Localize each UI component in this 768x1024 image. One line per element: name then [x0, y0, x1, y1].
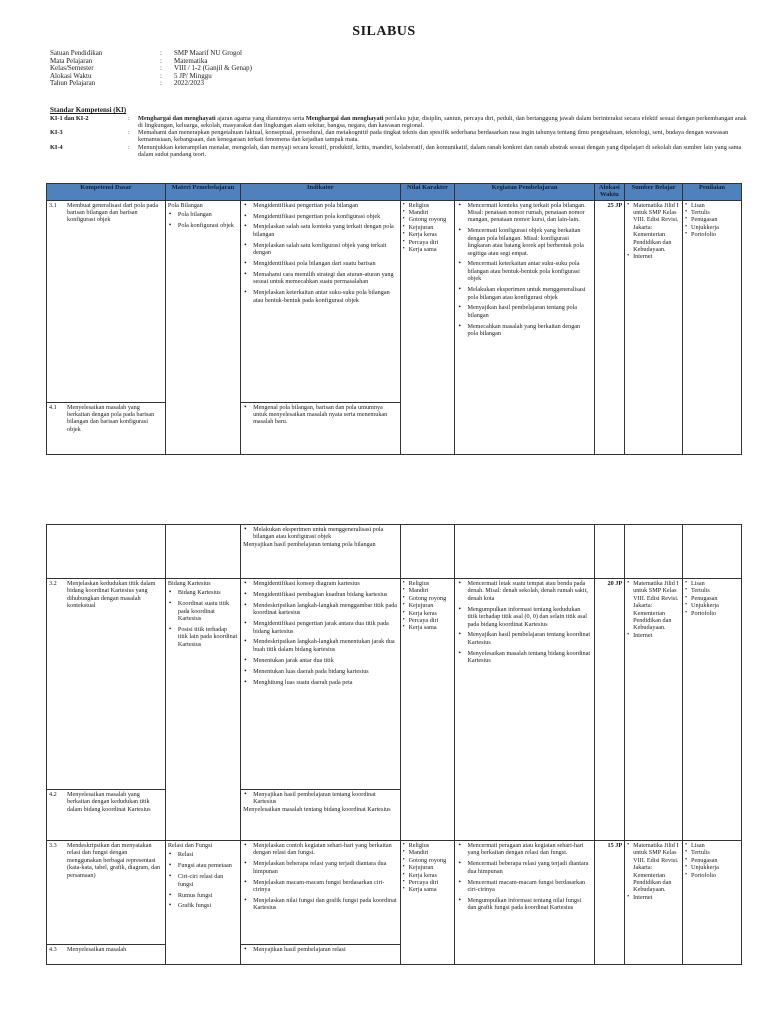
list-item: • Kejujuran [403, 864, 453, 871]
ki-part: ajaran agama yang dianutnya serta [215, 114, 306, 122]
meta-label: Satuan Pendidikan [50, 49, 103, 57]
list-item: • Kerja keras [403, 610, 453, 617]
header-sumber: Sumber Belajar [625, 184, 683, 201]
list-item: • Menentukan luas daerah pada bidang kartesius [243, 668, 398, 675]
list-item: • Mengidentifikasi pengertian pola bilangan [243, 202, 398, 209]
nilai-cell [400, 200, 455, 454]
list-item: • Grafik fungsi [168, 902, 238, 909]
header-materi: Materi Pemebelajaran [165, 184, 240, 201]
list-item: • Mendeskripsikan langkah-langkah menggambar titik pada koordinat kartesius [243, 602, 398, 617]
kd-cell [47, 525, 166, 579]
list-item: • Gotong royong [403, 595, 453, 602]
list-item: • Menjelaskan beberapa relasi yang terjadi diantara dua himpunan [243, 860, 398, 875]
meta-label: Alokasi Waktu [50, 71, 92, 80]
list-item: • Menyajikan hasil pembelajaran tentang koordinat Kartesius [243, 791, 398, 806]
ki-text: Memahami dan menerapkan pengetahuan faktual, konseptual, prosedural, dan metakognitif pada tingkat teknis dan spesifik sederhana berdasarkan rasa ingin tahunya tentang ilmu pengetahuan, teknologi, seni, budaya dengan wawasan kemanusiaan, kebangsaan, dan kenegaraan terkait fenomena dan kejadian tampak mata. [138, 129, 729, 143]
materi-cell [165, 579, 240, 841]
list-item: • Portofolio [685, 610, 739, 617]
table-header-row [47, 184, 742, 201]
meta-value: 2022/2023 [174, 79, 204, 87]
alokasi-cell: 15 JP [594, 841, 624, 965]
indikator-cell [241, 200, 401, 402]
indikator-cell [241, 841, 401, 945]
header-nilai: Nilai Karakter [400, 184, 455, 201]
kd-cell [47, 790, 166, 841]
indikator-cell [241, 579, 401, 790]
list-item: • Fungsi atau pemetaan [168, 862, 238, 869]
list-item: • Mencermati macam-macam fungsi berdasarkan ciri-cirinya [457, 879, 591, 894]
list-item: • Mengumpulkan informasi tentang kedudukan titik terhadap titik asal (0, 0) dan selain titik asal pada bidang koordinat Kartesius [457, 606, 591, 628]
header-alokasi: Alokasi Waktu [594, 184, 624, 201]
list-item: • Kejujuran [403, 602, 453, 609]
kegiatan-cell [455, 841, 594, 965]
list-item: • Mencermati konteks yang terkait pola bilangan. Misal: penataan nomor rumah, penataan nomor ruangan, penataan nomor kursi, dan lain-lain. [457, 202, 591, 224]
list-item: • Penugasan [685, 216, 739, 223]
materi-title: Pola Bilangan [167, 201, 203, 209]
list-item: • Mengumpulkan informasi tentang nilai fungsi dan grafik fungsi pada koordinat Kartesius [457, 897, 591, 912]
alokasi-cell: 25 JP [594, 200, 624, 454]
ki-bold: Menghargai dan menghayati [138, 114, 216, 122]
list-item: • Menyajikan hasil pembelajaran tentang koordinat Kartesius [457, 631, 591, 646]
list-item: • Menyajikan hasil pembelajaran tentang pola bilangan [457, 304, 591, 319]
list-item: • Portofolio [685, 231, 739, 238]
list-item: • Mencermati keterkaitan antar suku-suku pola bilangan atau bentuk-bentuk pola konfigurasi objek [457, 260, 591, 282]
sumber-cell [625, 841, 683, 965]
meta-label: Mata Pelajaran [50, 56, 93, 65]
list-item: • Matematika Jilid I untuk SMP Kelas VIII. Edisi Revisi. Jakarta: Kementerian Pendidikan dan Kebudayaan. [627, 202, 680, 254]
list-item: • Mengenal pola bilangan, barisan dan pola umumnya untuk menyelesaikan masalah nyata serta menemukan masalah baru. [243, 404, 398, 426]
penilaian-cell [683, 525, 742, 579]
list-item: • Mencermati konfigurasi objek yang berkaitan dengan pola bilangan. Misal: konfigurasi lingkaran atau batang korek api berbentuk pola segitiga atau segi empat. [457, 227, 591, 257]
list-item: • Portofolio [685, 872, 739, 879]
document-page-2 [0, 520, 768, 1024]
indikator-cell [241, 945, 401, 965]
list-item: • Matematika Jilid I untuk SMP Kelas VIII. Edisi Revisi. Jakarta: Kementerian Pendidikan dan Kebudayaan. [627, 842, 680, 894]
kd-text: Menyelesaikan masalah yang berkaitan dengan kedudukan titik dalam bidang koordinat Kartesius [67, 791, 151, 813]
list-item: • Kejujuran [403, 224, 453, 231]
list-item: • Relasi [168, 851, 238, 858]
list-item: • Mencermati beberapa relasi yang terjadi diantara dua himpunan [457, 860, 591, 875]
penilaian-cell [683, 200, 742, 454]
list-item: • Percaya diri [403, 617, 453, 624]
header-kd: Kompetensi Dasar [47, 184, 166, 201]
ki-bold: Menghargai dan menghayati [305, 114, 384, 122]
list-item: • Koordinat suatu titik pada koordinat Kartesius [168, 600, 238, 622]
kd-text: Menjelaskan kedudukan titik dalam bidang koordinat Kartesius yang dihubungkan dengan masalah kontekstual [67, 580, 156, 610]
meta-value: Matematika [174, 56, 208, 65]
list-item: • Percaya diri [403, 239, 453, 246]
list-item: • Melakukan eksperimen untuk menggeneralisasi pola bilangan atau konfigurasi objek [457, 286, 591, 301]
meta-label: Kelas/Semester [50, 64, 94, 72]
syllabus-table [46, 183, 742, 455]
kd-cell [47, 945, 166, 965]
ki-label: KI-1 dan KI-2 [50, 114, 89, 122]
list-item: • Mandiri [403, 849, 453, 856]
list-item: • Menyajikan hasil pembelajaran relasi [243, 946, 398, 953]
list-item: • Internet [627, 253, 680, 260]
list-item: • Kerja keras [403, 231, 453, 238]
list-item: • Unjukkerja [685, 864, 739, 871]
meta-value: SMP Maarif NU Grogol [174, 49, 242, 57]
list-item: • Kerja keras [403, 872, 453, 879]
list-item: • Mandiri [403, 209, 453, 216]
list-item: • Unjukkerja [685, 602, 739, 609]
table-row [47, 525, 742, 579]
list-item: • Menjelaskan nilai fungsi dan grafik fungsi pada koordinat Kartesius [243, 897, 398, 912]
list-item: • Gotong royong [403, 857, 453, 864]
list-item: • Gotong royong [403, 216, 453, 223]
list-item: • Tertulis [685, 849, 739, 856]
nilai-cell [400, 579, 455, 841]
table-row [47, 841, 742, 945]
list-item: • Ciri-ciri relasi dan fungsi [168, 873, 238, 888]
list-item: • Pola konfigurasi objek [168, 222, 238, 229]
kd-number: 3.2 [49, 580, 57, 587]
list-item: • Penugasan [685, 595, 739, 602]
list-item: • Menjelaskan salah satu konfigurasi objek yang terkait dengan [243, 242, 398, 257]
list-item: • Lisan [685, 580, 739, 587]
list-item: • Tertulis [685, 209, 739, 216]
kd-number: 3.1 [49, 201, 57, 209]
sumber-cell [625, 579, 683, 841]
header-penilaian: Penilaian [683, 184, 742, 201]
list-item: • Menentukan jarak antar dua titik [243, 657, 398, 664]
header-kegiatan: Kegiatan Pembelajaran [455, 184, 594, 201]
list-item: • Lisan [685, 202, 739, 209]
materi-cell [165, 841, 240, 965]
list-item: • Mencermati peragaan atau kegiatan sehari-hari yang berkaitan dengan relasi dan fungsi. [457, 842, 591, 857]
alokasi-cell: 20 JP [594, 579, 624, 841]
kd-cell [47, 200, 166, 402]
indikator-text: Menyajikan hasil pembelajaran tentang pola bilangan [243, 540, 376, 548]
list-item: • Memecahkan masalah yang berkaitan dengan pola bilangan [457, 323, 591, 338]
list-item: • Mengidentifikasi pengertian jarak antara dua titik pada bidang kartesius [243, 620, 398, 635]
list-item: • Religius [403, 842, 453, 849]
list-item: • Mencermati letak suatu tempat atau benda pada denah. Misal: denah sekolah, denah rumah sakit, denah kota [457, 580, 591, 602]
list-item: • Unjukkerja [685, 224, 739, 231]
kd-text: Mendeskripsikan dan menyatakan relasi dan fungsi dengan menggunakan berbagai representasi (kata-kata, tabel, grafik, diagram, dan persamaan) [67, 842, 161, 879]
indikator-cell [241, 790, 401, 841]
sumber-cell [625, 525, 683, 579]
ki-row: KI-1 dan KI-2 : Menghargai dan menghayati ajaran agama yang dianutnya serta Menghargai dan menghayati perilaku jujur, disiplin, santun, percaya diri, peduli, dan bertanggung jawab dalam berinteraksi secara efektif sesuai dengan perkembangan anak di lingkungan, keluarga, sekolah, masyarakat dan lingkungan alam sekitar, bangsa, negara, dan kawasan regional. [50, 115, 750, 129]
alokasi-cell [594, 525, 624, 579]
ki-text: Menunjukkan keterampilan menalar, mengolah, dan menyaji secara kreatif, produktif, kritis, mandiri, kolaboratif, dan komunikatif, dalam ranah konkret dan ranah abstrak sesuai dengan yang dipelajari di sekolah dan sumber lain yang sama dalam sudut pandang teori. [138, 143, 742, 158]
list-item: • Mendeskripsikan langkah-langkah menentukan jarak dua buah titik dalam bidang kartesius [243, 638, 398, 653]
identity-block: Satuan Pendidikan : SMP Maarif NU Grogol Mata Pelajaran : Matematika Kelas/Semester : VIII / 1-2 (Ganjil & Genap) Alokasi Waktu : 5 JP/ Minggu Tahun Pelajaran : 2022/2023 [50, 49, 252, 87]
core-competence-block [50, 107, 750, 158]
ki-row: KI-4 : Menunjukkan keterampilan menalar, mengolah, dan menyaji secara kreatif, produktif, kritis, mandiri, kolaboratif, dan komunikatif, dalam ranah konkret dan ranah abstrak sesuai dengan yang dipelajari di sekolah dan sumber lain yang sama dalam sudut pandang teori. [50, 144, 750, 158]
ki-heading: Standar Kompetensi (KI) [50, 106, 127, 114]
list-item: • Rumus fungsi [168, 892, 238, 899]
penilaian-cell [683, 579, 742, 841]
nilai-cell [400, 525, 455, 579]
indikator-cell [241, 402, 401, 454]
ki-row: KI-3 : Memahami dan menerapkan pengetahuan faktual, konseptual, prosedural, dan metakognitif pada tingkat teknis dan spesifik sederhana berdasarkan rasa ingin tahunya tentang ilmu pengetahuan, teknologi, seni, budaya dengan wawasan kemanusiaan, kebangsaan, dan kenegaraan terkait fenomena dan kejadian tampak mata. [50, 129, 750, 143]
list-item: • Matematika Jilid I untuk SMP Kelas VIII. Edisi Revisi. Jakarta: Kementerian Pendidikan dan Kebudayaan. [627, 580, 680, 632]
kd-cell [47, 841, 166, 945]
list-item: • Menjelaskan salah satu konteks yang terkait dengan pola bilangan [243, 223, 398, 238]
kegiatan-cell [455, 525, 594, 579]
list-item: • Mengidentifikasi pola bilangan dari suatu barisan [243, 260, 398, 267]
list-item: • Kerja sama [403, 624, 453, 631]
list-item: • Menjelaskan contoh kegiatan sehari-hari yang berkaitan dengan relasi dan fungsi. [243, 842, 398, 857]
list-item: • Kerja sama [403, 246, 453, 253]
kd-text: Membuat generalisasi dari pola pada barisan bilangan dan barisan konfigurasi objek [67, 201, 159, 224]
list-item: • Percaya diri [403, 879, 453, 886]
kd-number: 3.3 [49, 842, 57, 849]
indikator-cell [241, 525, 401, 579]
list-item: • Religius [403, 202, 453, 209]
meta-value: VIII / 1-2 (Ganjil & Genap) [174, 64, 252, 72]
list-item: • Bidang Kartesius [168, 589, 238, 596]
list-item: • Internet [627, 894, 680, 901]
penilaian-cell [683, 841, 742, 965]
materi-cell [165, 200, 240, 454]
list-item: • Mandiri [403, 587, 453, 594]
list-item: • Mengidentifikasi pengertian pola konfigurasi objek [243, 213, 398, 220]
table-row [47, 200, 742, 402]
list-item: • Menghitung luas suatu daerah pada peta [243, 679, 398, 686]
nilai-cell [400, 841, 455, 965]
list-item: • Menjelaskan macam-macam fungsi berdasarkan ciri-cirinya [243, 879, 398, 894]
kd-text: Menyelesaikan masalah yang berkaitan dengan pola pada barisan bilangan dan barisan konfigurasi objek [67, 403, 155, 433]
document-page-1 [0, 0, 768, 470]
table-row [47, 579, 742, 790]
list-item: • Menjelaskan keterkaitan antar suku-suku pola bilangan atau bentuk-bentuk pada konfigurasi objek [243, 289, 398, 304]
list-item: • Posisi titik terhadap titik lain pada koordinat Kartesius [168, 626, 238, 648]
list-item: • Internet [627, 632, 680, 639]
ki-part: perilaku jujur, disiplin, santun, percaya diri, peduli, dan bertanggung jawab dalam berinteraksi secara efektif sesuai dengan perkembangan anak di lingkungan, keluarga, sekolah, masyarakat dan lingkungan alam sekitar, bangsa, negara, dan kawasan regional. [138, 114, 747, 129]
kd-text: Menyelesaikan masalah [67, 946, 127, 953]
list-item: • Memahami cara memilih strategi dan aturan-aturan yang sesuai untuk memecahkan suatu permasalahan [243, 271, 398, 286]
meta-value: 5 JP/ Minggu [174, 71, 212, 80]
kd-cell [47, 402, 166, 454]
kd-number: 4.1 [49, 403, 57, 411]
list-item: • Penugasan [685, 857, 739, 864]
materi-cell [165, 525, 240, 579]
list-item: • Mengidentifikasi pembagian kuadran bidang kartesius [243, 591, 398, 598]
syllabus-table-continued [46, 524, 742, 965]
kegiatan-cell [455, 200, 594, 454]
list-item: • Kerja sama [403, 886, 453, 893]
kegiatan-cell [455, 579, 594, 841]
indikator-text: Menyelesaikan masalah tentang bidang koordinat Kartesius [243, 805, 391, 813]
ki-label: KI-3 [50, 129, 63, 136]
meta-label: Tahun Pelajaran [50, 79, 96, 87]
sumber-cell [625, 200, 683, 454]
document-title: SILABUS [352, 24, 416, 39]
list-item: • Melakukan eksperimen untuk menggeneralisasi pola bilangan atau konfigurasi objek [243, 526, 398, 541]
kd-cell [47, 579, 166, 790]
kd-number: 4.2 [49, 791, 57, 798]
list-item: • Pola bilangan [168, 211, 238, 218]
materi-title: Relasi dan Fungsi [167, 842, 213, 849]
header-indikator: Indikator [241, 184, 401, 201]
list-item: • Tertulis [685, 587, 739, 594]
list-item: • Menyelesaikan masalah tentang bidang koordinat Kartesius [457, 650, 591, 665]
kd-number: 4.3 [49, 946, 57, 953]
ki-label: KI-4 [50, 143, 63, 151]
list-item: • Mengidentifikasi konsep diagram kartesius [243, 580, 398, 587]
ki-text [138, 115, 750, 129]
list-item: • Religius [403, 580, 453, 587]
list-item: • Lisan [685, 842, 739, 849]
materi-title: Bidang Kartesius [167, 580, 211, 587]
